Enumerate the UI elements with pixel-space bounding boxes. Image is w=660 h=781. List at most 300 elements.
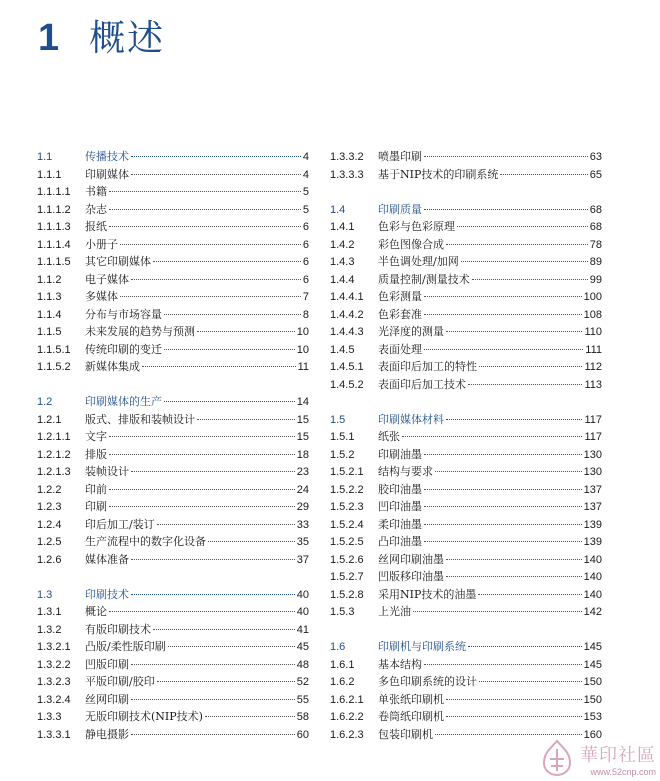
toc-entry-page: 23 — [296, 466, 309, 478]
toc-entry-row[interactable] — [37, 288, 309, 306]
toc-entry-row[interactable] — [37, 533, 309, 551]
toc-entry-title: 静电摄影 — [85, 727, 129, 741]
toc-entry-row[interactable] — [37, 218, 309, 236]
toc-entry-page: 150 — [583, 693, 602, 706]
toc-leader-dots — [131, 734, 295, 735]
toc-entry-row[interactable] — [37, 691, 309, 709]
toc-entry-row[interactable] — [37, 358, 309, 376]
toc-entry-title: 报纸 — [85, 220, 107, 233]
toc-entry-page: 6 — [302, 273, 309, 286]
toc-entry-page: 150 — [583, 676, 602, 688]
toc-entry-title: 多媒体 — [85, 290, 118, 303]
toc-entry-page: 15 — [296, 413, 309, 426]
toc-entry-row[interactable] — [37, 271, 309, 289]
toc-entry-number: 1.2.1.2 — [37, 448, 71, 461]
toc-leader-dots — [478, 594, 581, 595]
toc-entry-page: 139 — [583, 536, 602, 548]
toc-leader-dots — [500, 174, 587, 175]
toc-entry-row[interactable] — [330, 341, 602, 359]
toc-leader-dots — [424, 296, 582, 297]
toc-entry-row[interactable] — [37, 428, 309, 446]
toc-leader-dots — [479, 681, 582, 682]
toc-entry-number: 1.5.1 — [330, 431, 355, 443]
toc-entry-number: 1.1.1.1 — [37, 186, 71, 198]
toc-entry-title: 光泽度的测量 — [378, 325, 444, 338]
toc-entry-page: 63 — [589, 151, 602, 163]
toc-entry-title: 媒体准备 — [85, 552, 129, 566]
toc-entry-title: 凸版/柔性版印刷 — [85, 640, 166, 653]
toc-entry-title: 采用NIP技术的油墨 — [378, 587, 477, 601]
toc-entry-number: 1.6.2.1 — [330, 693, 364, 706]
toc-entry-number: 1.6.1 — [330, 658, 355, 671]
toc-entry-title: 柔印油墨 — [378, 517, 422, 531]
toc-entry-row[interactable] — [37, 516, 309, 534]
toc-entry-title: 电子媒体 — [85, 272, 129, 286]
toc-entry-number: 1.5.2.6 — [330, 553, 364, 566]
toc-entry-page: 35 — [296, 536, 309, 548]
toc-leader-dots — [131, 174, 301, 175]
watermark — [506, 733, 656, 777]
toc-entry-number: 1.2.6 — [37, 553, 62, 566]
toc-entry-page: 58 — [296, 711, 309, 723]
toc-leader-dots — [424, 489, 582, 490]
toc-leader-dots — [446, 331, 582, 332]
toc-entry-page: 145 — [583, 658, 602, 671]
toc-entry-number: 1.1.1.4 — [37, 238, 71, 251]
toc-entry-number: 1.5.3 — [330, 606, 355, 618]
toc-entry-row[interactable] — [37, 656, 309, 674]
toc-section-row[interactable] — [330, 201, 602, 219]
toc-entry-page: 140 — [583, 588, 602, 601]
toc-leader-dots — [131, 279, 301, 280]
toc-entry-row[interactable] — [330, 288, 602, 306]
toc-entry-row[interactable] — [330, 498, 602, 516]
toc-entry-number: 1.6 — [330, 641, 346, 653]
toc-entry-number: 1.3.2.3 — [37, 676, 71, 688]
toc-leader-dots — [457, 226, 588, 227]
toc-entry-row[interactable] — [330, 446, 602, 464]
toc-leader-dots — [402, 436, 582, 437]
toc-entry-page: 14 — [296, 396, 309, 408]
toc-entry-title: 彩色图像合成 — [378, 237, 444, 251]
toc-entry-page: 100 — [583, 291, 602, 303]
watermark-url: www.52cnp.com — [590, 767, 656, 777]
toc-entry-page: 52 — [296, 676, 309, 688]
toc-entry-number: 1.3.3.3 — [330, 168, 364, 181]
toc-entry-title: 凸印油墨 — [378, 535, 422, 548]
toc-leader-dots — [446, 244, 588, 245]
toc-entry-row[interactable] — [37, 253, 309, 271]
toc-entry-page: 5 — [302, 186, 309, 198]
toc-leader-dots — [197, 331, 295, 332]
toc-entry-title: 有版印刷技术 — [85, 622, 151, 636]
watermark-name: 華印社區 — [580, 745, 656, 766]
toc-entry-page: 4 — [302, 168, 309, 181]
toc-entry-number: 1.5.2.2 — [330, 483, 364, 496]
toc-leader-dots — [208, 541, 295, 542]
toc-entry-number: 1.1.1 — [37, 168, 62, 181]
toc-entry-number: 1.5.2.1 — [330, 466, 364, 478]
toc-entry-title: 传统印刷的变迁 — [85, 342, 162, 356]
toc-leader-dots — [446, 559, 582, 560]
toc-entry-page: 8 — [302, 308, 309, 321]
toc-entry-row[interactable] — [37, 463, 309, 481]
toc-section-row[interactable] — [37, 586, 309, 604]
toc-entry-row[interactable] — [330, 428, 602, 446]
toc-leader-dots — [109, 506, 295, 507]
toc-entry-page: 113 — [584, 378, 602, 391]
toc-entry-page: 55 — [296, 693, 309, 706]
toc-entry-number: 1.2.1.1 — [37, 431, 71, 443]
toc-leader-dots — [157, 681, 295, 682]
toc-entry-page: 117 — [584, 431, 602, 443]
toc-entry-page: 48 — [296, 658, 309, 671]
toc-entry-number: 1.5.2.5 — [330, 536, 364, 548]
toc-entry-title: 喷墨印刷 — [378, 150, 422, 163]
toc-leader-dots — [109, 454, 295, 455]
toc-entry-title: 未来发展的趋势与预测 — [85, 325, 195, 338]
toc-entry-number: 1.2.3 — [37, 501, 62, 513]
toc-entry-number: 1.1.1.2 — [37, 203, 71, 216]
toc-entry-number: 1.6.2 — [330, 676, 355, 688]
toc-entry-number: 1.1.5 — [37, 326, 62, 338]
toc-leader-dots — [131, 559, 295, 560]
toc-entry-row[interactable] — [330, 481, 602, 499]
toc-leader-dots — [109, 226, 301, 227]
toc-entry-page: 160 — [583, 728, 602, 741]
toc-leader-dots — [413, 611, 582, 612]
toc-entry-title: 小册子 — [85, 237, 118, 251]
toc-entry-title: 杂志 — [85, 202, 107, 216]
toc-entry-title: 其它印刷媒体 — [85, 255, 151, 268]
toc-entry-title: 生产流程中的数字化设备 — [85, 535, 206, 548]
toc-leader-dots — [424, 349, 583, 350]
toc-entry-number: 1.5.2.7 — [330, 571, 364, 583]
toc-entry-page: 137 — [583, 483, 602, 496]
toc-entry-row[interactable] — [330, 306, 602, 324]
toc-entry-page: 89 — [589, 256, 602, 268]
toc-entry-row[interactable] — [330, 568, 602, 586]
toc-leader-dots — [131, 594, 295, 595]
toc-entry-number: 1.2.5 — [37, 536, 62, 548]
toc-entry-number: 1.2.4 — [37, 518, 62, 531]
toc-leader-dots — [468, 384, 582, 385]
toc-leader-dots — [424, 541, 582, 542]
toc-leader-dots — [157, 524, 295, 525]
toc-leader-dots — [164, 349, 295, 350]
toc-entry-number: 1.1.5.1 — [37, 343, 71, 356]
toc-entry-row[interactable] — [37, 323, 309, 341]
toc-entry-number: 1.4.5.1 — [330, 361, 364, 373]
toc-entry-row[interactable] — [330, 691, 602, 709]
toc-entry-page: 11 — [297, 361, 309, 373]
toc-entry-number: 1.2 — [37, 396, 53, 408]
toc-entry-page: 6 — [302, 238, 309, 251]
toc-entry-number: 1.1.2 — [37, 273, 62, 286]
toc-entry-row[interactable] — [37, 481, 309, 499]
toc-entry-number: 1.1.1.3 — [37, 221, 71, 233]
toc-entry-row[interactable] — [37, 708, 309, 726]
toc-leader-dots — [131, 156, 301, 157]
toc-entry-page: 60 — [296, 728, 309, 741]
toc-leader-dots — [468, 646, 582, 647]
toc-entry-number: 1.2.2 — [37, 483, 62, 496]
toc-entry-row[interactable] — [37, 201, 309, 219]
toc-entry-number: 1.5 — [330, 413, 346, 426]
toc-entry-page: 7 — [302, 291, 309, 303]
toc-entry-number: 1.3.2.2 — [37, 658, 71, 671]
toc-entry-title: 版式、排版和装帧设计 — [85, 412, 195, 426]
toc-entry-number: 1.3.3.2 — [330, 151, 364, 163]
toc-entry-title: 文字 — [85, 430, 107, 443]
toc-section-row[interactable] — [37, 148, 309, 166]
toc-entry-row[interactable] — [37, 411, 309, 429]
toc-entry-number: 1.4.4.1 — [330, 291, 364, 303]
toc-leader-dots — [109, 611, 295, 612]
toc-entry-title: 印刷媒体 — [85, 167, 129, 181]
toc-entry-number: 1.3.2.1 — [37, 641, 71, 653]
toc-leader-dots — [461, 261, 588, 262]
toc-leader-dots — [435, 471, 582, 472]
toc-entry-page: 130 — [583, 466, 602, 478]
toc-entry-row[interactable] — [330, 236, 602, 254]
toc-entry-number: 1.4.3 — [330, 256, 355, 268]
toc-entry-title: 胶印油墨 — [378, 482, 422, 496]
toc-entry-title: 书籍 — [85, 185, 107, 198]
toc-entry-page: 78 — [589, 238, 602, 251]
toc-entry-row[interactable] — [37, 726, 309, 744]
toc-entry-number: 1.1.4 — [37, 308, 62, 321]
toc-leader-dots — [446, 699, 582, 700]
toc-leader-dots — [153, 629, 295, 630]
toc-entry-row[interactable] — [37, 341, 309, 359]
toc-entry-number: 1.3.3.1 — [37, 728, 71, 741]
toc-entry-page: 6 — [302, 221, 309, 233]
toc-entry-number: 1.4.2 — [330, 238, 355, 251]
toc-entry-row[interactable] — [330, 271, 602, 289]
toc-entry-title: 上光油 — [378, 605, 411, 618]
toc-entry-title: 结构与要求 — [378, 465, 433, 478]
toc-entry-row[interactable] — [37, 603, 309, 621]
toc-entry-page: 108 — [583, 308, 602, 321]
toc-leader-dots — [472, 279, 588, 280]
toc-entry-title: 表面印后加工技术 — [378, 377, 466, 391]
toc-entry-title: 色彩套准 — [378, 307, 422, 321]
toc-entry-row[interactable] — [37, 236, 309, 254]
chapter-title: 概述 — [89, 18, 166, 59]
toc-entry-row[interactable] — [37, 166, 309, 184]
toc-leader-dots — [131, 471, 295, 472]
toc-entry-title: 印刷 — [85, 500, 107, 513]
toc-leader-dots — [446, 716, 582, 717]
chapter-number: 1 — [38, 17, 60, 59]
toc-entry-page: 68 — [589, 221, 602, 233]
toc-entry-row[interactable] — [330, 463, 602, 481]
toc-left-column — [37, 148, 309, 743]
toc-leader-dots — [153, 261, 301, 262]
toc-entry-title: 排版 — [85, 447, 107, 461]
toc-entry-page: 45 — [296, 641, 309, 653]
toc-entry-row[interactable] — [37, 638, 309, 656]
toc-entry-title: 表面处理 — [378, 342, 422, 356]
toc-entry-title: 丝网印刷 — [85, 692, 129, 706]
toc-leader-dots — [131, 664, 295, 665]
toc-entry-row[interactable] — [37, 673, 309, 691]
toc-entry-row[interactable] — [330, 708, 602, 726]
toc-leader-dots — [424, 209, 588, 210]
toc-entry-number: 1.3.1 — [37, 606, 62, 618]
toc-leader-dots — [424, 506, 582, 507]
toc-entry-row[interactable] — [330, 218, 602, 236]
toc-entry-page: 33 — [296, 518, 309, 531]
toc-entry-title: 基于NIP技术的印刷系统 — [378, 167, 499, 181]
toc-entry-page: 142 — [583, 606, 602, 618]
toc-leader-dots — [109, 209, 301, 210]
toc-entry-title: 丝网印刷油墨 — [378, 552, 444, 566]
toc-entry-row[interactable] — [330, 533, 602, 551]
toc-leader-dots — [446, 576, 582, 577]
toc-entry-page: 18 — [296, 448, 309, 461]
toc-leader-dots — [424, 314, 582, 315]
toc-entry-title: 无版印刷技术(NIP技术) — [85, 710, 203, 723]
toc-entry-title: 包装印刷机 — [378, 727, 433, 741]
toc-entry-number: 1.4.1 — [330, 221, 355, 233]
toc-entry-number: 1.4.5.2 — [330, 378, 364, 391]
toc-entry-row[interactable] — [37, 551, 309, 569]
toc-entry-page: 4 — [302, 151, 309, 163]
toc-entry-number: 1.1.5.2 — [37, 361, 71, 373]
toc-leader-dots — [164, 314, 301, 315]
toc-section-row[interactable] — [330, 638, 602, 656]
toc-entry-row[interactable] — [330, 166, 602, 184]
toc-section-row[interactable] — [330, 411, 602, 429]
toc-entry-row[interactable] — [330, 586, 602, 604]
toc-entry-row[interactable] — [330, 673, 602, 691]
chapter-heading — [38, 10, 165, 70]
toc-entry-page: 140 — [583, 571, 602, 583]
toc-entry-page: 65 — [589, 168, 602, 181]
toc-entry-title: 多色印刷系统的设计 — [378, 675, 477, 688]
toc-right-column — [330, 148, 602, 743]
toc-entry-page: 145 — [583, 641, 602, 653]
toc-entry-row[interactable] — [37, 498, 309, 516]
toc-leader-dots — [205, 716, 295, 717]
toc-section-row[interactable] — [37, 393, 309, 411]
toc-entry-title: 色彩与色彩原理 — [378, 220, 455, 233]
toc-leader-dots — [197, 419, 295, 420]
toc-leader-dots — [164, 401, 295, 402]
toc-entry-number: 1.2.1 — [37, 413, 62, 426]
toc-entry-title: 印刷媒体的生产 — [85, 395, 162, 408]
toc-entry-number: 1.6.2.3 — [330, 728, 364, 741]
toc-entry-title: 印刷质量 — [378, 202, 422, 216]
toc-entry-title: 印后加工/装订 — [85, 517, 155, 531]
toc-entry-number: 1.3.2 — [37, 623, 62, 636]
toc-entry-title: 装帧设计 — [85, 465, 129, 478]
toc-entry-page: 139 — [583, 518, 602, 531]
toc-entry-title: 质量控制/测量技术 — [378, 272, 470, 286]
toc-entry-page: 37 — [296, 553, 309, 566]
toc-entry-page: 6 — [302, 256, 309, 268]
toc-entry-row[interactable] — [330, 253, 602, 271]
toc-entry-page: 99 — [589, 273, 602, 286]
toc-entry-number: 1.1 — [37, 151, 53, 163]
toc-entry-row[interactable] — [330, 656, 602, 674]
toc-leader-dots — [424, 524, 582, 525]
toc-entry-page: 10 — [296, 326, 309, 338]
toc-entry-title: 传播技术 — [85, 150, 129, 163]
toc-leader-dots — [109, 489, 295, 490]
toc-entry-row[interactable] — [330, 603, 602, 621]
toc-entry-title: 分布与市场容量 — [85, 307, 162, 321]
toc-entry-row[interactable] — [330, 358, 602, 376]
toc-entry-row[interactable] — [330, 516, 602, 534]
toc-entry-title: 凹版移印油墨 — [378, 570, 444, 583]
toc-leader-dots — [446, 419, 582, 420]
toc-entry-row[interactable] — [37, 621, 309, 639]
toc-entry-title: 单张纸印刷机 — [378, 692, 444, 706]
toc-entry-title: 凹印油墨 — [378, 500, 422, 513]
toc-entry-number: 1.4 — [330, 203, 346, 216]
toc-leader-dots — [120, 296, 301, 297]
toc-entry-number: 1.4.5 — [330, 343, 355, 356]
toc-entry-page: 40 — [296, 588, 309, 601]
toc-entry-title: 色彩测量 — [378, 290, 422, 303]
toc-entry-row[interactable] — [37, 446, 309, 464]
toc-entry-number: 1.4.4 — [330, 273, 355, 286]
toc-entry-title: 表面印后加工的特性 — [378, 360, 477, 373]
toc-entry-title: 新媒体集成 — [85, 360, 140, 373]
toc-leader-dots — [424, 454, 582, 455]
toc-entry-page: 15 — [296, 431, 309, 443]
toc-entry-page: 117 — [584, 413, 602, 426]
toc-entry-row[interactable] — [330, 148, 602, 166]
toc-entry-page: 40 — [296, 606, 309, 618]
toc-entry-page: 29 — [296, 501, 309, 513]
toc-entry-number: 1.5.2.8 — [330, 588, 364, 601]
toc-entry-page: 112 — [584, 361, 602, 373]
toc-entry-number: 1.5.2 — [330, 448, 355, 461]
toc-leader-dots — [142, 366, 296, 367]
toc-entry-number: 1.1.3 — [37, 291, 62, 303]
toc-entry-title: 凹版印刷 — [85, 657, 129, 671]
toc-entry-page: 137 — [583, 501, 602, 513]
toc-entry-page: 41 — [296, 623, 309, 636]
toc-entry-number: 1.3.3 — [37, 711, 62, 723]
toc-entry-title: 平版印刷/胶印 — [85, 675, 155, 688]
toc-entry-page: 140 — [583, 553, 602, 566]
toc-entry-row[interactable] — [37, 306, 309, 324]
toc-entry-title: 印前 — [85, 482, 107, 496]
toc-entry-title: 概论 — [85, 605, 107, 618]
toc-entry-row[interactable] — [330, 376, 602, 394]
toc-entry-number: 1.1.1.5 — [37, 256, 71, 268]
toc-entry-page: 153 — [583, 711, 602, 723]
toc-leader-dots — [479, 366, 582, 367]
toc-entry-page: 68 — [589, 203, 602, 216]
toc-entry-number: 1.5.2.4 — [330, 518, 364, 531]
toc-entry-page: 110 — [584, 326, 602, 338]
toc-entry-number: 1.6.2.2 — [330, 711, 364, 723]
watermark-logo-icon — [540, 739, 574, 777]
toc-entry-number: 1.3.2.4 — [37, 693, 71, 706]
toc-entry-title: 卷筒纸印刷机 — [378, 710, 444, 723]
toc-entry-row[interactable] — [330, 551, 602, 569]
toc-leader-dots — [109, 191, 301, 192]
toc-entry-row[interactable] — [37, 183, 309, 201]
toc-entry-title: 基本结构 — [378, 657, 422, 671]
toc-entry-row[interactable] — [330, 323, 602, 341]
